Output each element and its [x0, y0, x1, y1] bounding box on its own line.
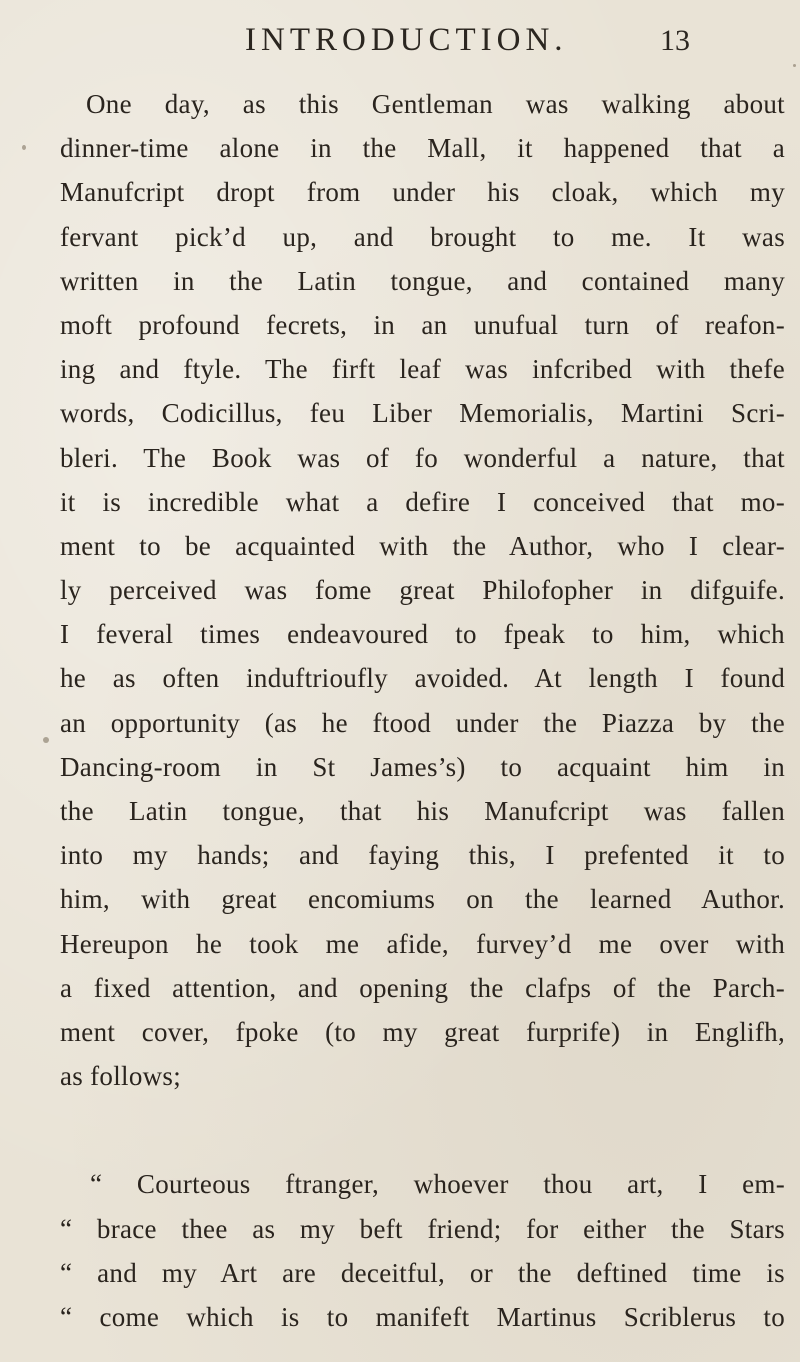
running-title: INTRODUCTION.: [245, 22, 568, 58]
text-line: words, Codicillus, feu Liber Memorialis, Martini Scri-: [60, 398, 785, 429]
text-line: he as often induftrioufly avoided. At length I found: [60, 663, 785, 694]
text-line: as follows;: [60, 1061, 182, 1092]
paper-speck: [43, 737, 49, 743]
text-line: Manufcript dropt from under his cloak, which my: [60, 177, 785, 208]
quote-line: “ come which is to manifeft Martinus Scriblerus to: [60, 1301, 785, 1332]
text-line: One day, as this Gentleman was walking about: [86, 89, 785, 119]
text-line: I feveral times endeavoured to fpeak to him, which: [60, 619, 785, 650]
text-line: fervant pick’d up, and brought to me. It was: [60, 221, 785, 252]
text-line: ment cover, fpoke (to my great furprife) in Englifh,: [60, 1016, 785, 1047]
text-line: dinner-time alone in the Mall, it happened that a: [60, 133, 785, 164]
text-line: moft profound fecrets, in an unufual turn of reafon-: [60, 309, 785, 340]
page-number: 13: [660, 24, 690, 57]
paper-speck: [793, 64, 796, 67]
text-line: written in the Latin tongue, and contained many: [60, 265, 785, 296]
text-line: bleri. The Book was of fo wonderful a nature, that: [60, 442, 785, 473]
running-head: [245, 22, 745, 62]
paragraph-gap: [60, 1098, 785, 1162]
text-line: a fixed attention, and opening the clafps of the Parch-: [60, 972, 785, 1003]
quote-line: “ and my Art are deceitful, or the deftined time is: [60, 1257, 785, 1288]
paper-speck: [22, 145, 26, 150]
text-line: Hereupon he took me afide, furvey’d me over with: [60, 928, 785, 959]
paragraph-narrative: [60, 82, 785, 1098]
text-line: it is incredible what a defire I conceived that mo-: [60, 486, 785, 517]
text-line: ly perceived was fome great Philofopher in difguife.: [60, 575, 785, 606]
paragraph-quotation: [60, 1162, 785, 1339]
text-line: him, with great encomiums on the learned Author.: [60, 884, 785, 915]
body-text: [60, 82, 785, 1339]
quote-line: “ brace thee as my beft friend; for either the Stars: [60, 1213, 785, 1244]
text-line: into my hands; and faying this, I prefented it to: [60, 840, 785, 871]
quote-line: “ Courteous ftranger, whoever thou art, I em-: [90, 1169, 785, 1200]
text-line: the Latin tongue, that his Manufcript was fallen: [60, 796, 785, 826]
text-line: ment to be acquainted with the Author, who I clear-: [60, 530, 785, 561]
text-line: ing and ftyle. The firft leaf was infcribed with thefe: [60, 354, 785, 385]
text-line: an opportunity (as he ftood under the Piazza by the: [60, 707, 785, 738]
text-line: Dancing-room in St James’s) to acquaint him in: [60, 751, 785, 782]
